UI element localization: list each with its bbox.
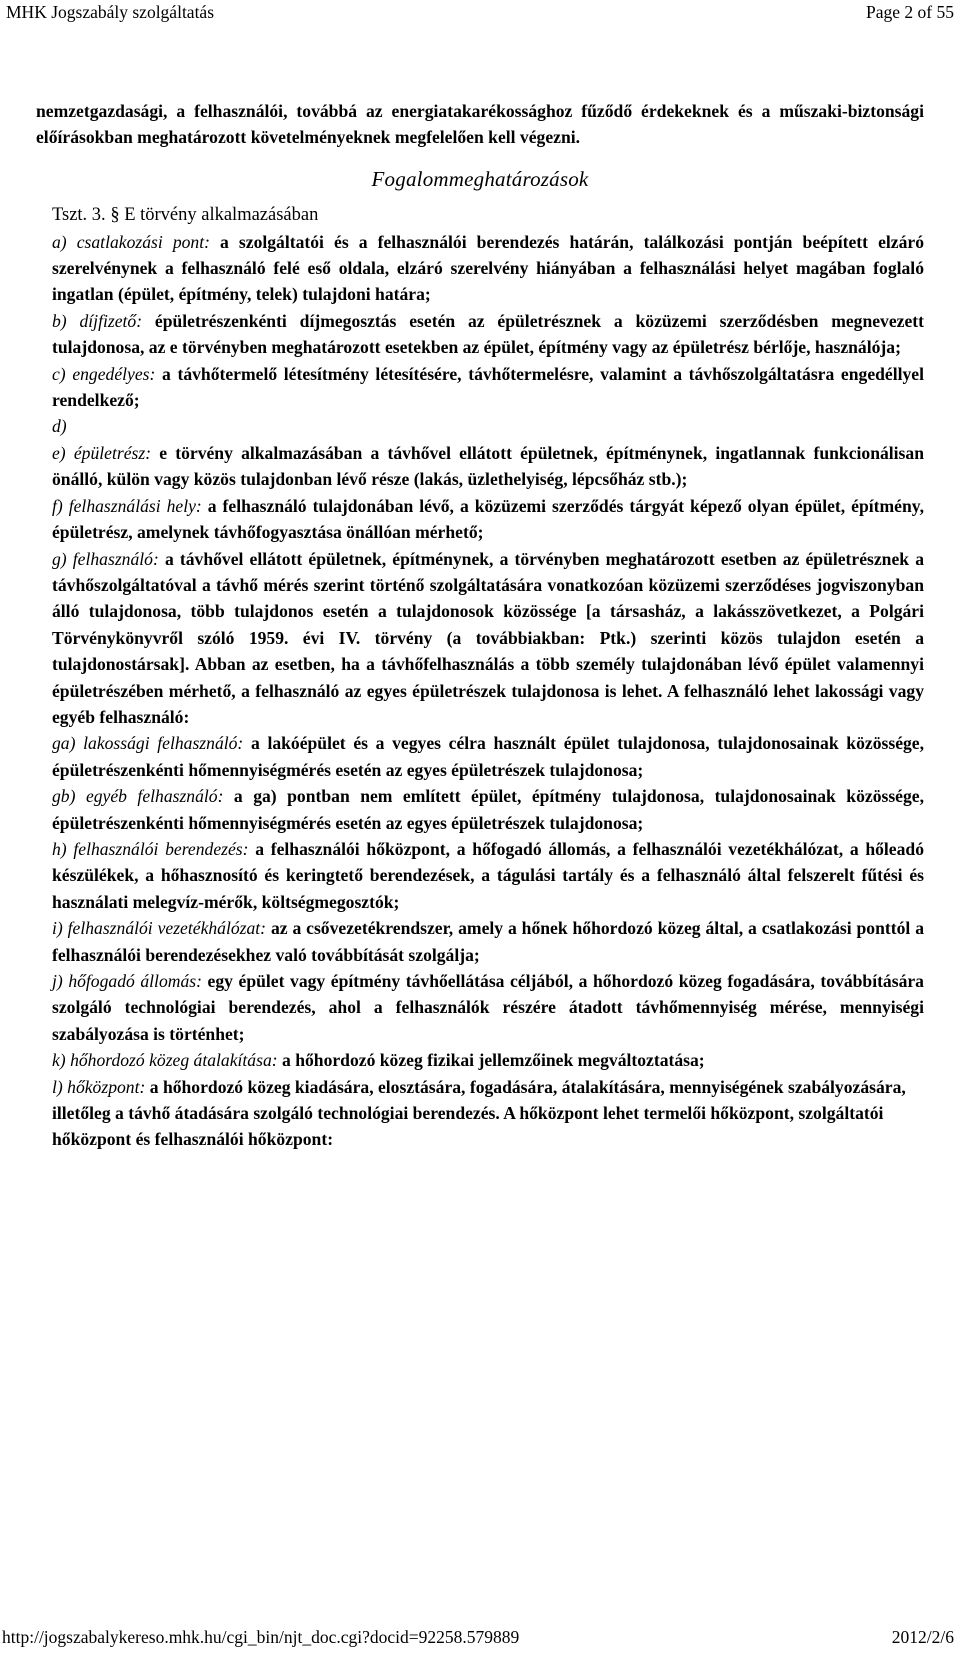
definition-item [36, 440, 924, 493]
definition-item [36, 1047, 924, 1073]
definition-item [36, 1074, 924, 1153]
item-label: g) [52, 548, 67, 569]
item-label: d) [52, 416, 67, 437]
definition-subitem [36, 783, 924, 836]
item-label: i) [52, 918, 63, 939]
item-term: engedélyes: [72, 363, 156, 384]
item-text: a távhőtermelő létesítmény létesítésére, távhőtermelésre, valamint a távhőszolgáltatásra engedéllyel rendelkező; [52, 363, 924, 411]
definition-item [36, 308, 924, 361]
item-text: az a csővezetékrendszer, amely a hőnek hőhordozó közeg által, a csatlakozási ponttól a felhasználói berendezésekhez való továbbítását szolgálja; [52, 918, 924, 965]
definition-subitem [36, 730, 924, 783]
definition-item [36, 915, 924, 968]
item-text: a felhasználó tulajdonában lévő, a közüzemi szerződés tárgyát képező olyan épület, építmény, épületrész, amelynek távhőfogyasztása önállóan mérhető; [52, 495, 924, 543]
item-label: j) [52, 971, 63, 991]
item-term: felhasználó: [72, 548, 159, 569]
item-term: hőhordozó közeg átalakítása: [70, 1050, 278, 1071]
definition-item [36, 546, 924, 731]
item-term: hőfogadó állomás: [68, 971, 202, 991]
item-label: b) [52, 310, 67, 331]
item-text: a ga) pontban nem említett épület, építmény tulajdonosa, tulajdonosainak közössége, épületrészenkénti hőmennyiségmérés esetén az egyes épületrészek tulajdonosa; [52, 786, 924, 833]
definition-item [36, 361, 924, 414]
item-term: felhasználási hely: [68, 495, 202, 516]
item-text: a távhővel ellátott épületnek, építménynek, a törvényben meghatározott esetben az épületrésznek a távhőszolgáltatóval a távhő mérés szerint történő szolgáltatására vonatkozóan közüzemi szerződéses jogviszonyban álló tulajdonosa, több tulajdonos esetén a tulajdonosok közössége [a társasház, a lakásszövetkezet, a Polgári Törvénykönyvről szóló 1959. évi IV. törvény (a továbbiakban: Ptk.) szerinti közös tulajdon esetén a tulajdonostársak]. Abban az esetben, ha a távhőfelhasználás a több személy tulajdonában lévő épület valamennyi épületrészében mérhető, a felhasználó az egyes épületrészek tulajdonosa is lehet. A felhasználó lehet lakossági vagy egyéb felhasználó: [52, 548, 924, 727]
item-text: egy épület vagy építmény távhőellátása céljából, a hőhordozó közeg fogadására, továbbítására szolgáló technológiai berendezés, ahol a felhasználók részére átadott távhőmennyiség mérése, mennyiségi szabályozása is történhet; [52, 971, 924, 1044]
item-term: csatlakozási pont: [76, 231, 210, 252]
item-term: hőközpont: [67, 1076, 146, 1097]
item-term: épületrész: [73, 442, 152, 463]
item-term: felhasználói berendezés: [73, 838, 249, 859]
paragraph-symbol: § [110, 205, 120, 226]
item-label: a) [52, 231, 67, 252]
item-text: e törvény alkalmazásában a távhővel ellátott épületnek, építménynek, ingatlannak funkcionálisan önálló, külön vagy közös tulajdonban lévő része (lakás, üzlethelyiség, lépcsőház stb.); [52, 442, 924, 490]
item-term: egyéb felhasználó: [85, 786, 224, 807]
definition-item [36, 968, 924, 1047]
definition-item [36, 493, 924, 546]
item-text: a szolgáltatói és a felhasználói berendezés határán, találkozási pontján beépített elzáró szerelvénynek a felhasználó felé eső oldala, elzáró szerelvény hiányában a felhasználási helyet magában foglaló ingatlan (épület, építmény, telek) tulajdoni határa; [52, 231, 924, 305]
item-label: h) [52, 838, 67, 859]
paragraph-number: Tszt. 3. [52, 205, 106, 226]
definition-item [36, 836, 924, 915]
source-url: http://jogszabalykereso.mhk.hu/cgi_bin/njt_doc.cgi?docid=92258.579889 [2, 1627, 520, 1647]
item-label: gb) [52, 786, 76, 807]
item-text: a felhasználói hőközpont, a hőfogadó állomás, a felhasználói vezetékhálózat, a hőleadó készülékek, a hőhasznosító és keringtető berendezések, a tágulási tartály és a felhasználó által felszerelt fűtési és használati melegvíz-mérők, költségmegosztók; [52, 838, 924, 912]
item-label: l) [52, 1076, 63, 1097]
item-term: lakossági felhasználó: [83, 733, 244, 754]
intro-text: nemzetgazdasági, a felhasználói, továbbá az energiatakarékossághoz fűződő érdekeknek és a műszaki-biztonsági előírásokban meghatározott követelményeknek megfelelően kell végezni. [36, 101, 924, 148]
print-date: 2012/2/6 [891, 1627, 954, 1647]
item-text: épületrészenkénti díjmegosztás esetén az épületrésznek a közüzemi szerződésben megnevezett tulajdonosa, az e törvényben meghatározott esetekben az épület, építmény vagy az épületrész bérlője, használója; [52, 310, 924, 358]
item-label: c) [52, 363, 66, 384]
item-label: f) [52, 495, 63, 516]
item-term: felhasználói vezetékhálózat: [67, 918, 267, 939]
item-text: a hőhordozó közeg fizikai jellemzőinek megváltoztatása; [277, 1050, 705, 1071]
definition-item [36, 229, 924, 308]
page-header [0, 0, 960, 30]
paragraph-heading [36, 202, 924, 228]
page-footer [0, 1624, 960, 1654]
item-term: díjfizető: [79, 310, 143, 331]
item-label: e) [52, 442, 66, 463]
section-title: Fogalommeghatározások [371, 166, 589, 191]
item-text: a hőhordozó közeg kiadására, elosztására, fogadására, átalakítására, mennyiségének szabályozására, illetőleg a távhő átadására szolgáló technológiai berendezés. A hőközpont lehet termelői hőközpont, szolgáltatói hőközpont és felhasználói hőközpont: [52, 1076, 906, 1150]
page-number: Page 2 of 55 [866, 2, 954, 22]
item-label: k) [52, 1050, 66, 1071]
item-label: ga) [52, 733, 76, 754]
definition-item [36, 413, 924, 439]
item-text: a lakóépület és a vegyes célra használt épület tulajdonosa, tulajdonosainak közössége, épületrészenkénti hőmennyiségmérés esetén az egyes épületrészek tulajdonosa; [52, 733, 925, 780]
document-body [36, 98, 924, 1153]
site-name: MHK Jogszabály szolgáltatás [6, 2, 215, 22]
paragraph-heading-text: E törvény alkalmazásában [124, 205, 319, 226]
